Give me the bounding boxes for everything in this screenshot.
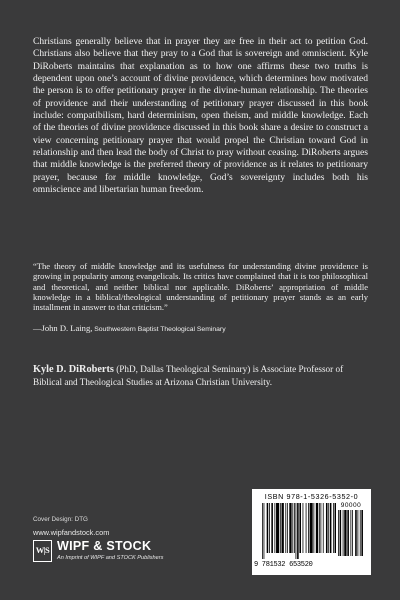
publisher-url[interactable]: www.wipfandstock.com: [33, 528, 110, 537]
publisher-name: WIPF & STOCK: [57, 539, 152, 553]
endorsement-quote: “The theory of middle knowledge and its usefulness for understanding divine providence is growing in popularity among evangelicals. Its critics have complained that it is too philosophical and theoretical, and neither biblical nor applicable. DiRoberts’ appropriation of middle knowledge in a biblical/theological understanding of petitionary prayer stands as an early installment in answer to that criticism.”: [33, 261, 368, 313]
publisher-tagline: An Imprint of WIPF and STOCK Publishers: [57, 555, 164, 561]
endorsement-affiliation: Southwestern Baptist Theological Seminary: [92, 326, 226, 333]
author-bio-text: (PhD, Dallas Theological Seminary) is Associate Professor of Biblical and Theological Studies at Arizona Christian University.: [33, 364, 344, 388]
ean-digits: 9 781532 653520: [254, 561, 313, 569]
ean-barcode-bars: [262, 503, 336, 559]
isbn-label: ISBN 978-1-5326-5352-0: [264, 492, 359, 501]
author-name: Kyle D. DiRoberts: [33, 364, 114, 375]
publisher-logo-mark: W|S: [33, 540, 52, 562]
endorsement-attribution: [33, 323, 368, 335]
price-addon-bars: [338, 510, 364, 560]
price-addon-digits: 90000: [340, 502, 362, 509]
cover-design-credit: Cover Design: DTG: [33, 516, 88, 523]
publisher-logo: [33, 540, 198, 564]
author-bio: [33, 363, 368, 389]
endorsement-author: —John D. Laing,: [33, 323, 93, 333]
book-description: Christians generally believe that in prayer they are free in their act to petition God. Christians also believe that they pray to a God that is sovereign and omniscient. Kyle DiRoberts maintains that explanation as to how one affirms these two truths is dependent upon one’s account of divine providence, which determines how motivated the person is to offer petitionary prayer in the divine-human relationship. The theories of providence and their understanding of petitionary prayer discussed in this book include: compatibilism, hard determinism, open theism, and middle knowledge. Each of the theories of divine providence discussed in this book share a desire to construct a view concerning petitionary prayer that would propel the Christian toward God in relationship and then lead the body of Christ to pray without ceasing. DiRoberts argues that middle knowledge is the preferred theory of providence as it relates to petitionary prayer, because for middle knowledge, God’s sovereignty includes both his omniscience and libertarian human freedom.: [33, 36, 368, 196]
isbn-barcode: [252, 489, 371, 575]
